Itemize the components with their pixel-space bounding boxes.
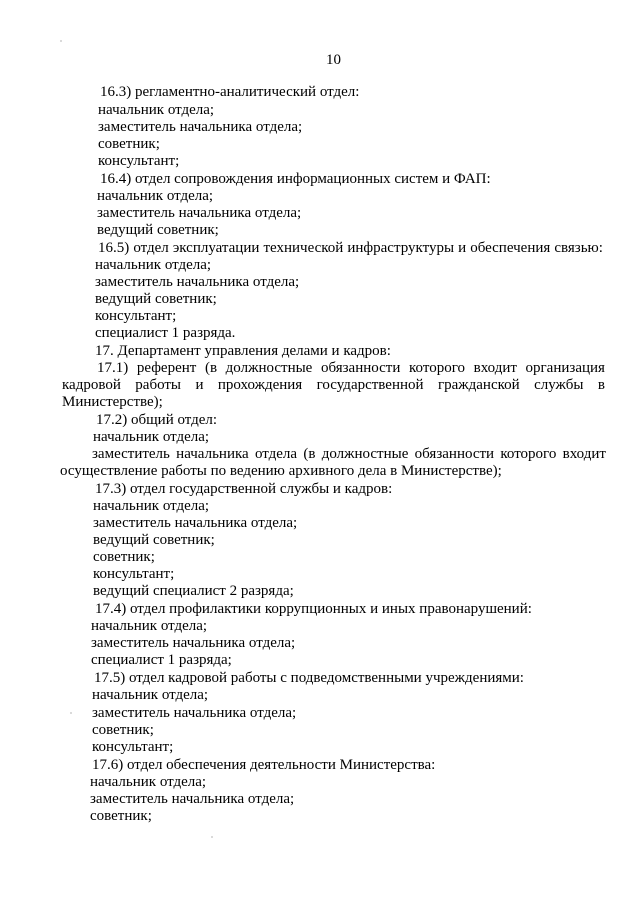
word: эксплуатации (172, 240, 260, 256)
document-line: 17.5) отдел кадровой работы с подведомственными учреждениями: (94, 670, 524, 686)
word: должностные (321, 446, 409, 462)
document-line: 17. Департамент управления делами и кадров: (95, 343, 391, 359)
word: отдел (133, 240, 169, 256)
document-line: консультант; (95, 308, 177, 324)
word: входит (562, 446, 606, 462)
document-line: 17.4) отдел профилактики коррупционных и иных правонарушений: (95, 601, 532, 617)
document-line: 17.3) отдел государственной службы и кадров: (95, 481, 393, 497)
word: гражданской (437, 377, 520, 393)
document-line: советник; (92, 722, 154, 738)
word: связью: (554, 240, 603, 256)
word: инфраструктуры (347, 240, 455, 256)
word: которого (500, 446, 557, 462)
word: обеспечения (470, 240, 551, 256)
scan-speck (60, 40, 62, 42)
word: которого (409, 360, 465, 376)
word: кадровой (62, 377, 121, 393)
document-line: специалист 1 разряда; (91, 652, 232, 668)
document-line: начальник отдела; (90, 774, 207, 790)
word: референт (136, 360, 197, 376)
scan-speck (211, 836, 213, 838)
word: в (597, 377, 605, 393)
word: 17.1) (97, 360, 129, 376)
document-line: начальник отдела; (93, 498, 210, 514)
document-line (62, 377, 605, 394)
document-line: специалист 1 разряда. (95, 325, 236, 341)
scan-speck (70, 712, 72, 714)
word: входит (473, 360, 517, 376)
word: обязанности (320, 360, 401, 376)
document-line: Министерстве); (62, 394, 163, 410)
word: службы (534, 377, 584, 393)
word: отдела (254, 446, 298, 462)
word: государственной (316, 377, 424, 393)
document-line: заместитель начальника отдела; (91, 635, 296, 651)
document-line: начальник отдела; (97, 188, 214, 204)
word: и (458, 240, 467, 256)
word: должностные (225, 360, 313, 376)
document-line: 16.4) отдел сопровождения информационных систем и ФАП: (100, 171, 491, 187)
document-line: заместитель начальника отдела; (95, 274, 300, 290)
word: работы (135, 377, 182, 393)
document-line: ведущий советник; (95, 291, 217, 307)
document-line (97, 360, 605, 377)
document-line: начальник отдела; (95, 257, 212, 273)
document-line: заместитель начальника отдела; (92, 705, 297, 721)
word: и (195, 377, 204, 393)
document-line: начальник отдела; (98, 102, 215, 118)
word: 16.5) (98, 240, 130, 256)
document-line: ведущий советник; (97, 222, 219, 238)
document-line (98, 240, 603, 257)
document-line: консультант; (93, 566, 175, 582)
document-line: заместитель начальника отдела; (98, 119, 303, 135)
word: (в (204, 360, 218, 376)
document-line: начальник отдела; (93, 429, 210, 445)
document-line: 16.3) регламентно-аналитический отдел: (100, 84, 360, 100)
document-line: консультант; (98, 153, 180, 169)
document-line: советник; (90, 808, 152, 824)
word: обязанности (414, 446, 495, 462)
document-line: консультант; (92, 739, 174, 755)
document-line: начальник отдела; (92, 687, 209, 703)
document-line: ведущий специалист 2 разряда; (93, 583, 294, 599)
document-line: заместитель начальника отдела; (93, 515, 298, 531)
word: прохождения (217, 377, 303, 393)
word: технической (263, 240, 344, 256)
document-line: осуществление работы по ведению архивного дела в Министерстве); (60, 463, 502, 479)
document-line: 17.6) отдел обеспечения деятельности Министерства: (92, 757, 436, 773)
document-line: заместитель начальника отдела; (90, 791, 295, 807)
document-line: советник; (93, 549, 155, 565)
document-line: начальник отдела; (91, 618, 208, 634)
document-line (92, 446, 606, 463)
document-line: советник; (98, 136, 160, 152)
document-line: ведущий советник; (93, 532, 215, 548)
document-line: 17.2) общий отдел: (96, 412, 218, 428)
word: начальника (176, 446, 249, 462)
word: организация (525, 360, 605, 376)
page-number: 10 (326, 52, 341, 68)
word: заместитель (92, 446, 170, 462)
document-line: заместитель начальника отдела; (97, 205, 302, 221)
word: (в (303, 446, 316, 462)
